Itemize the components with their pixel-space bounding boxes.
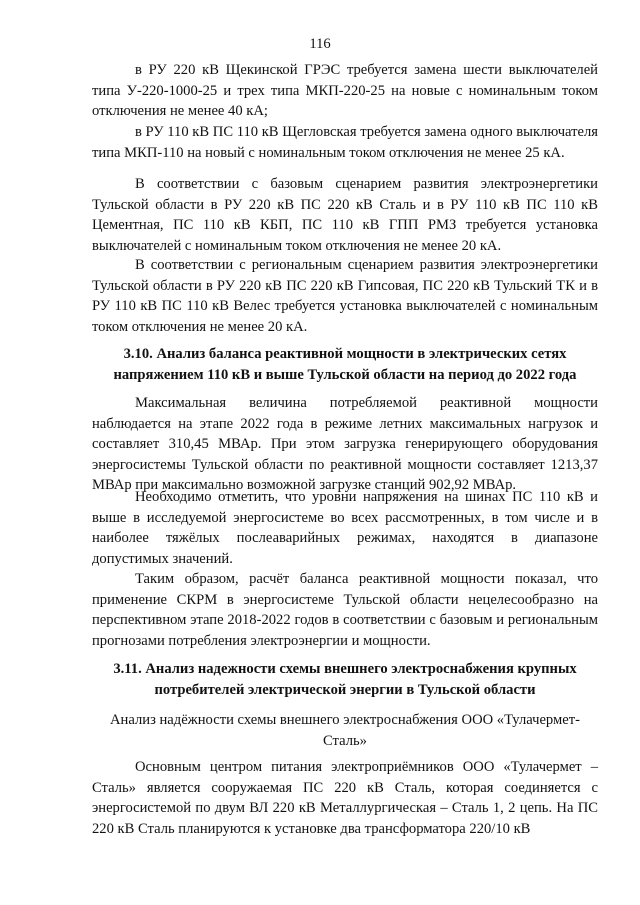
- body-paragraph: В соответствии с базовым сценарием развития электроэнергетики Тульской области в РУ 220 кВ ПС 220 кВ Сталь и в РУ 110 кВ ПС 110 кВ Цементная, ПС 110 кВ КБП, ПС 110 кВ ГПП РМЗ требуется установка выключателей с номинальным током отключения не менее 20 кА.: [92, 176, 598, 254]
- body-paragraph: Таким образом, расчёт баланса реактивной мощности показал, что применение СКРМ в энергосистеме Тульской области нецелесообразно на перспективном этапе 2018-2022 годов в соответствии с базовым и региональным прогнозами потребления электроэнергии и мощности.: [92, 571, 598, 649]
- subsection-heading: Анализ надёжности схемы внешнего электроснабжения ООО «Тулачермет-Сталь»: [110, 712, 580, 749]
- body-paragraph: Основным центром питания электроприёмников ООО «Тулачермет – Сталь» является сооружаемая ПС 220 кВ Сталь, которая соединяется с энергосистемой по двум ВЛ 220 кВ Металлургическая – Сталь 1, 2 цепь. На ПС 220 кВ Сталь планируются к установке два трансформатора 220/10 кВ: [92, 759, 598, 837]
- body-paragraph: Необходимо отметить, что уровни напряжения на шинах ПС 110 кВ и выше в исследуемой энергосистеме во всех рассмотренных, в том числе и в наиболее тяжёлых послеаварийных режимах, находятся в диапазоне допустимых значений.: [92, 489, 598, 567]
- body-paragraph: в РУ 220 кВ Щекинской ГРЭС требуется замена шести выключателей типа У-220-1000-25 и трех типа МКП-220-25 на новые с номинальным током отключения не менее 40 кА;: [92, 62, 598, 120]
- section-heading-3-11: 3.11. Анализ надежности схемы внешнего электроснабжения крупных потребителей электрической энергии в Тульской области: [113, 661, 577, 698]
- body-paragraph: В соответствии с региональным сценарием развития электроэнергетики Тульской области в РУ 220 кВ ПС 220 кВ Гипсовая, ПС 220 кВ Тульский ТК и в РУ 110 кВ ПС 110 кВ Велес требуется установка выключателей с номинальным током отключения не менее 20 кА.: [92, 257, 598, 335]
- page-number: 116: [309, 36, 331, 52]
- body-paragraph: в РУ 110 кВ ПС 110 кВ Щегловская требуется замена одного выключателя типа МКП-110 на новый с номинальным током отключения не менее 25 кА.: [92, 124, 598, 161]
- body-paragraph: Максимальная величина потребляемой реактивной мощности наблюдается на этапе 2022 года в режиме летних максимальных нагрузок и составляет 310,45 МВАр. При этом загрузка генерирующего оборудования энергосистемы Тульской области по реактивной мощности составляет 1213,37 МВАр при максимально возможной загрузке станций 902,92 МВАр.: [92, 395, 598, 494]
- section-heading-3-10: 3.10. Анализ баланса реактивной мощности в электрических сетях напряжением 110 кВ и выше Тульской области на период до 2022 года: [113, 346, 577, 383]
